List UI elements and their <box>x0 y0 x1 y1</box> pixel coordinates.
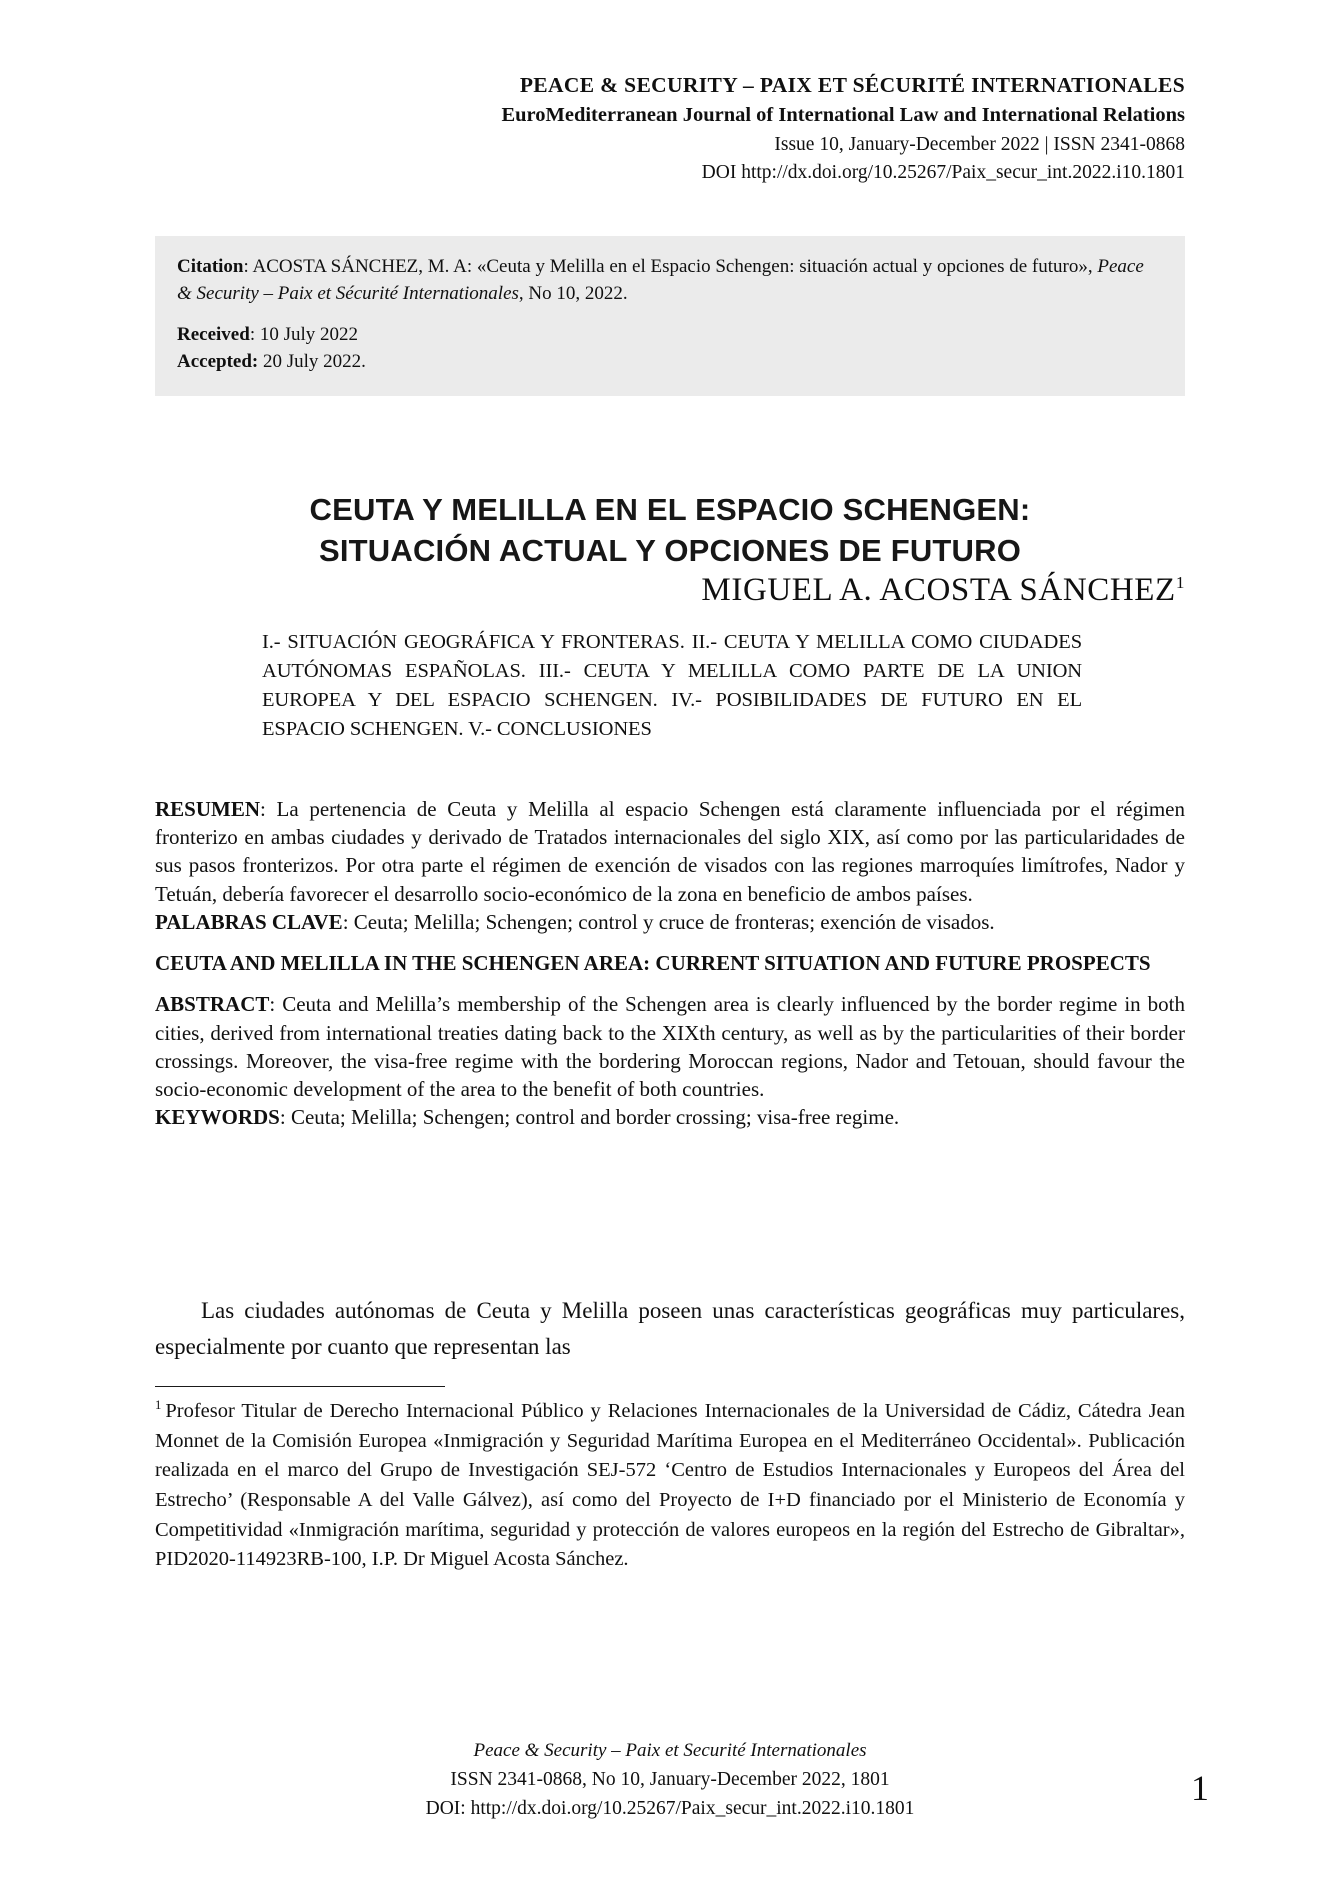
accepted-line <box>177 348 1155 376</box>
palabras-clave-paragraph <box>155 908 1185 936</box>
resumen-text: : La pertenencia de Ceuta y Melilla al espacio Schengen está claramente influenciada por el régimen fronterizo en ambas ciudades y derivado de Tratados internacionales del siglo XIX, así como por las particularidades de sus pasos fronterizos. Por otra parte el régimen de exención de visados con las regiones marroquíes limítrofes, Nador y Tetuán, debería favorecer el desarrollo socio-económico de la zona en beneficio de ambos países. <box>155 797 1185 906</box>
accepted-value: 20 July 2022. <box>258 351 366 373</box>
citation-text <box>177 254 1155 308</box>
abstract-text: : Ceuta and Melilla’s membership of the Schengen area is clearly influenced by the border regime in both cities, derived from international treaties dating back to the XIXth century, as well as by the particularities of their border crossings. Moreover, the visa-free regime with the bordering Moroccan regions, Nador and Tetouan, should favour the socio-economic development of the area to the benefit of both countries. <box>155 992 1185 1102</box>
abstract-block <box>155 795 1185 1132</box>
footnote-text: Profesor Titular de Derecho Internacional Público y Relaciones Internacionales de la Universidad de Cádiz, Cátedra Jean Monnet de la Comisión Europea «Inmigración y Seguridad Marítima Europea en el Mediterráneo Occidental». Publicación realizada en el marco del Grupo de Investigación SEJ-572 ‘Centro de Estudios Internacionales y Europeos del Área del Estrecho’ (Responsable A del Valle Gálvez), así como del Proyecto de I+D financiado por el Ministerio de Economía y Competitividad «Inmigración marítima, seguridad y protección de valores europeos en la región del Estrecho de Gibraltar», PID2020-114923RB-100, I.P. Dr Miguel Acosta Sánchez. <box>155 1399 1185 1571</box>
issue-line: Issue 10, January-December 2022 | ISSN 2341-0868 <box>774 134 1185 156</box>
citation-dates <box>177 321 1155 376</box>
citation-tail: , No 10, 2022. <box>518 282 628 304</box>
title-line-2: SITUACIÓN ACTUAL Y OPCIONES DE FUTURO <box>318 532 1022 568</box>
journal-title: PEACE & SECURITY – PAIX ET SÉCURITÉ INTERNATIONALES <box>519 73 1185 97</box>
citation-body: : ACOSTA SÁNCHEZ, M. A: «Ceuta y Melilla en el Espacio Schengen: situación actual y opciones de futuro», <box>243 256 1098 277</box>
keywords-paragraph <box>155 1103 1185 1131</box>
title-line-1: CEUTA Y MELILLA EN EL ESPACIO SCHENGEN: <box>309 491 1031 527</box>
section-outline: I.- SITUACIÓN GEOGRÁFICA Y FRONTERAS. II.- CEUTA Y MELILLA COMO CIUDADES AUTÓNOMAS ESPAÑOLAS. III.- CEUTA Y MELILLA COMO PARTE DE LA UNION EUROPEA Y DEL ESPACIO SCHENGEN. IV.- POSIBILIDADES DE FUTURO EN EL ESPACIO SCHENGEN. V.- CONCLUSIONES <box>262 631 1082 741</box>
author-label: MIGUEL A. ACOSTA SÁNCHEZ <box>701 572 1176 608</box>
page-footer <box>155 1737 1185 1823</box>
footer-journal: Peace & Security – Paix et Securité Internationales <box>473 1740 867 1761</box>
footer-issn: ISSN 2341-0868, No 10, January-December 2022, 1801 <box>450 1768 890 1790</box>
palabras-clave-text: : Ceuta; Melilla; Schengen; control y cruce de fronteras; exención de visados. <box>342 909 995 934</box>
received-value: : 10 July 2022 <box>249 323 359 345</box>
resumen-label: RESUMEN <box>155 797 261 821</box>
abstract-paragraph <box>155 990 1185 1103</box>
received-line <box>177 321 1155 349</box>
keywords-text: : Ceuta; Melilla; Schengen; control and border crossing; visa-free regime. <box>279 1105 900 1130</box>
author-footnote-marker: 1 <box>1175 573 1185 592</box>
accepted-label: Accepted: <box>177 351 259 373</box>
doi-line: DOI http://dx.doi.org/10.25267/Paix_secur_int.2022.i10.1801 <box>701 162 1185 184</box>
keywords-label: KEYWORDS <box>155 1105 280 1130</box>
english-title-heading: CEUTA AND MELILLA IN THE SCHENGEN AREA: CURRENT SITUATION AND FUTURE PROSPECTS <box>155 951 1151 976</box>
footnote-separator <box>155 1386 445 1387</box>
footnote-marker: 1 <box>155 1398 162 1412</box>
page-title <box>155 489 1185 571</box>
journal-subtitle: EuroMediterranean Journal of International Law and International Relations <box>501 103 1185 126</box>
footnote-1 <box>155 1396 1185 1575</box>
body-first-paragraph: Las ciudades autónomas de Ceuta y Melilla poseen unas características geográficas muy particulares, especialmente por cuanto que representan las <box>155 1298 1185 1359</box>
footer-doi: DOI: http://dx.doi.org/10.25267/Paix_secur_int.2022.i10.1801 <box>425 1797 915 1819</box>
resumen-paragraph <box>155 795 1185 908</box>
citation-journal: Peace & Security – Paix et Sécurité Internationales <box>177 256 1144 304</box>
received-label: Received <box>177 323 250 345</box>
citation-label: Citation <box>177 256 244 277</box>
abstract-label: ABSTRACT <box>155 992 270 1017</box>
palabras-clave-label: PALABRAS CLAVE <box>155 909 343 934</box>
masthead <box>155 72 1185 187</box>
page-number: 1 <box>1191 1768 1209 1808</box>
author-name <box>155 572 1185 608</box>
citation-box <box>155 236 1185 396</box>
